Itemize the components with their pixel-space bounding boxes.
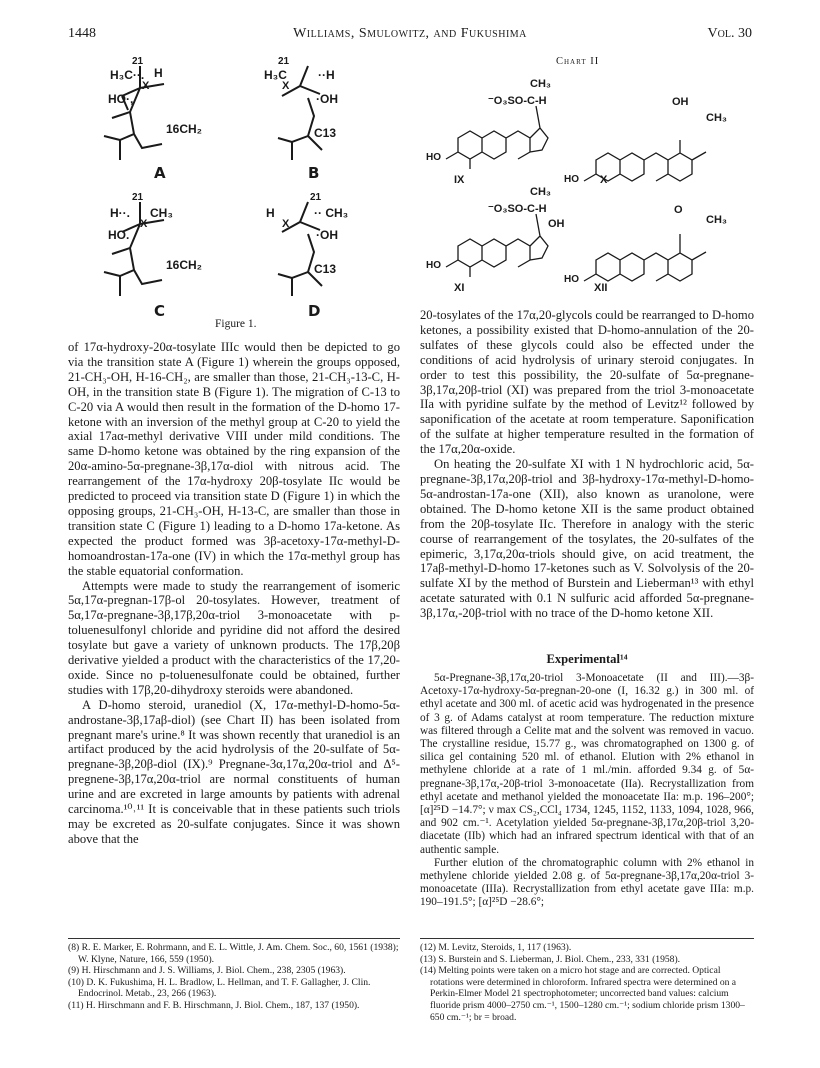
panel-d-mid-right: ·OH [316, 228, 338, 242]
ix-label: IX [454, 174, 465, 186]
figure-1-caption: Figure 1. [215, 318, 257, 330]
paragraph: Attempts were made to study the rearrangement of isomeric 5α,17α-pregnan-17β-ol 20-tosylates. However, treatment of 5α,17α-pregnane-3β,17β,20α-triol 3-monoacetate with p-toluenesulfonyl chloride and pyridine did not afford the desired tosylate but gave a variety of unknown products. The 17β,20β derivative yielded a product with the characteristics of the 17,20-oxide. Since no p-toluenesulfonate could be obtained, further studies with 17β,20-dihydroxy steroids were abandoned. [68, 578, 400, 697]
panel-b-top-right: ··H [318, 68, 335, 82]
panel-b-x: X [282, 80, 290, 92]
panel-b-label: B [308, 164, 320, 182]
footnote: (10) D. K. Fukushima, H. L. Bradlow, L. Hellman, and T. F. Gallagher, J. Clin. Endocrinol. Metab., 23, 266 (1963). [68, 976, 371, 1000]
panel-a-label: A [154, 164, 166, 182]
footnote: (13) S. Burstein and S. Lieberman, J. Biol. Chem., 233, 331 (1958). [420, 953, 681, 965]
footnote: (11) H. Hirschmann and F. B. Hirschmann, J. Biol. Chem., 187, 137 (1950). [68, 999, 360, 1011]
panel-a-top-right: H [154, 66, 163, 80]
panel-b-bridge: C13 [314, 126, 337, 140]
left-column-text [68, 340, 400, 847]
panel-d-c21: 21 [310, 192, 322, 203]
xii-label: XII [594, 282, 608, 294]
x-oh: OH [672, 96, 689, 108]
experimental-text [420, 672, 754, 910]
panel-c-top-left: H··. [110, 206, 130, 220]
xii-ch3: CH₃ [706, 214, 727, 226]
running-title: Williams, Smulowitz, and Fukushima [293, 26, 527, 41]
panel-a-c21: 21 [132, 56, 144, 67]
footnote: (9) H. Hirschmann and J. S. Williams, J. Biol. Chem., 238, 2305 (1963). [68, 965, 346, 977]
panel-c-bridge: 16CH₂ [166, 258, 203, 272]
panel-b-top-left: H₃C [264, 68, 287, 82]
volume-label: Vol. 30 [707, 26, 752, 41]
footnote-rule-right [420, 938, 754, 939]
paragraph: A D-homo steroid, uranediol (X, 17α-methyl-D-homo-5α-androstane-3β,17aβ-diol) (see Chart II) has been isolated from pregnant mare's urine.⁸ It was shown recently that uranediol is an artifact produced by the acid hydrolysis of the 20-sulfate of 5α-pregnane-3β,20β-diol (IX).⁹ Pregnane-3α,17α,20α-triol and Δ⁵-pregnene-3β,17α,20α-triol are normal constituents of human urine and are excreted in large amounts by patients with adrenal carcinoma.¹⁰˒¹¹ It is conceivable that in these patients such triols may be excreted as 20-sulfate conjugates. Since it was shown above that the [68, 697, 400, 846]
panel-d-bridge: C13 [314, 262, 337, 276]
x-ho: HO [564, 174, 579, 185]
panel-d-label: D [308, 302, 321, 320]
ix-ho: HO [426, 152, 441, 163]
footnote: (12) M. Levitz, Steroids, 1, 117 (1963). [420, 942, 572, 953]
ix-ch3: CH₃ [530, 78, 551, 90]
footnotes-right [420, 942, 754, 1023]
xii-o: O [674, 204, 683, 216]
panel-a-bridge: 16CH₂ [166, 122, 203, 136]
panel-c-top-right: CH₃ [150, 206, 173, 220]
chart-2-drawing [418, 64, 758, 298]
panel-a-top-left: H₃C··. [110, 68, 145, 82]
ix-sulfate: ⁻O₃SO-C-H [488, 95, 547, 107]
footnote-rule-left [68, 938, 400, 939]
paragraph: On heating the 20-sulfate XI with 1 N hydrochloric acid, 5α-pregnane-3β,17α,20β-triol and 3β-hydroxy-17α-methyl-D-homo-5α-androstan-17a-one (XII), also known as uranolone, were obtained. The D-homo ketone XII is the same product obtained from the 20β-tosylate IIc. Therefore in analogy with the steric course of rearrangement of the tosylates, the 20-sulfates of the epimeric, 3,17α,20α-triols should give, on acid treatment, the 17aβ-methyl-D-homo 17-ketones such as V. Solvolysis of the 20-sulfate XI by the method of Burstein and Lieberman¹³ with ethyl acetate saturated with 0.1 N sulfuric acid afforded 5α-pregnane-3β,17α,-20β-triol with no trace of the D-homo ketone XII. [420, 457, 754, 621]
xi-ch3: CH₃ [530, 186, 551, 198]
paragraph: Further elution of the chromatographic column with 2% ethanol in methylene chloride yielded 2.08 g. of 5α-pregnane-3β,17α,20α-triol 3-monoacetate (IIIa). Recrystallization from ethyl acetate gave IIIa: m.p. 190–191.5°; [α]²⁵D −28.6°; [420, 856, 754, 909]
panel-b-mid-right: ·OH [316, 92, 338, 106]
xi-ho: HO [426, 260, 441, 271]
figure-1 [82, 56, 382, 328]
paragraph: 5α-Pregnane-3β,17α,20-triol 3-Monoacetate (II and III).—3β-Acetoxy-17α-hydroxy-5α-pregnan-20-one (I, 16.32 g.) in 300 ml. of ethyl acetate and 300 ml. of acetic acid was hydrogenated in the presence of 3 g. of Adams catalyst at room temperature. The reduction mixture was filtered through a Celite mat and the solvent was removed in vacuo. The crystalline residue, 15.77 g., was chromatographed on 1300 g. of silica gel containing 520 ml. of ethanol. Elution with 2% ethanol in methylene chloride at a rate of 1 ml./min. afforded 9.34 g. of 5α-pregnane-3β,17α,-20β-triol 3-monoacetate (IIa). Recrystallization from ethyl acetate and methanol yielded the monoacetate IIa: m.p. 196–200°; [α]²⁵D −14.7°; ν max CS₂,CCl₄ 1734, 1245, 1152, 1133, 1094, 1028, 966, and 902 cm.⁻¹. Acetylation yielded 5α-pregnane-3β,17α,20β-triol 3,20-diacetate (IIb) which had an infrared spectrum identical with that of an authentic sample. [420, 672, 754, 856]
panel-d-top-right: ·· CH₃ [314, 206, 349, 220]
panel-d-x: X [282, 218, 290, 230]
panel-d-top-left: H [266, 206, 275, 220]
chart-2-title: Chart II [556, 56, 600, 67]
panel-c-c21: 21 [132, 192, 144, 203]
footnotes-left [68, 942, 400, 1012]
panel-a-x: X [142, 80, 150, 92]
paragraph: of 17α-hydroxy-20α-tosylate IIIc would then be depicted to go via the transition state A (Figure 1) wherein the groups opposed, 21-CH₃-OH, H-16-CH₂, are smaller than those, 21-CH₃-13-C, H-OH, in the transition state B (Figure 1). The migration of C-13 to C-20 via A would then result in the formation of the D-homo 17-ketone with an inversion of the methyl group at C-20 to yield the axial 17aα-methyl derivative VIII under mild conditions. The same D-homo ketone was obtained by the ring expansion of the 20α-amino-5α-pregnane-3β,17α-diol with nitrous acid. The rearrangement of the 17α-hydroxy 20β-tosylate IIc would be predicted to proceed via transition state D (Figure 1) in which the opposing groups, 21-CH₃-OH, H-13-C, are smaller than those in transition state C (Figure 1) leading to a D-homo 17a-ketone. As expected the product formed was 3β-acetoxy-17α-methyl-D-homoandrostan-17a-one (IV) in which the 17α-methyl group has the stable equatorial conformation. [68, 340, 400, 578]
x-label: X [600, 174, 608, 186]
page-number: 1448 [68, 26, 96, 41]
xi-oh: OH [548, 218, 565, 230]
panel-c-label: C [154, 302, 166, 320]
right-column-text [420, 308, 754, 621]
paragraph: 20-tosylates of the 17α,20-glycols could be rearranged to D-homo ketones, a possibility existed that D-homo-annulation of the 20-sulfates of these glycols could also be effected under the conditions of acid hydrolysis of urinary steroid conjugates. In order to test this possibility, the 20-sulfate of 5α-pregnane-3β,17α,20β-triol (XI) was prepared from the triol 3-monoacetate IIa with pyridine sulfate by the method of Levitz¹² followed by saponification of the acetate at room temperature. Saponification of the sulfate at higher temperature resulted in the formation of the 17α,20α-oxide. [420, 308, 754, 457]
experimental-heading: Experimental¹⁴ [546, 652, 628, 666]
xi-label: XI [454, 282, 465, 294]
panel-b-c21: 21 [278, 56, 290, 67]
chart-2 [418, 64, 758, 298]
panel-c-x: X [140, 218, 148, 230]
footnote: (8) R. E. Marker, E. Rohrmann, and E. L. Wittle, J. Am. Chem. Soc., 60, 1561 (1938); W. Klyne, Nature, 166, 559 (1950). [68, 942, 399, 965]
panel-a-mid-left: HO·, [108, 92, 134, 106]
footnote: (14) Melting points were taken on a micro hot stage and are corrected. Optical rotations were determined in chloroform. Infrared spectra were determined on a Perkin-Elmer Model 21 spectrophotometer; uncorrected band values: calcium fluoride prism 4000–2750 cm.⁻¹, 1500–1280 cm.⁻¹; sodium chloride prism 1300–650 cm.⁻¹; br = broad. [420, 965, 745, 1023]
panel-c-mid-left: HO. [108, 228, 130, 242]
x-ch3: CH₃ [706, 112, 727, 124]
xi-sulfate: ⁻O₃SO-C-H [488, 203, 547, 215]
xii-ho: HO [564, 274, 579, 285]
